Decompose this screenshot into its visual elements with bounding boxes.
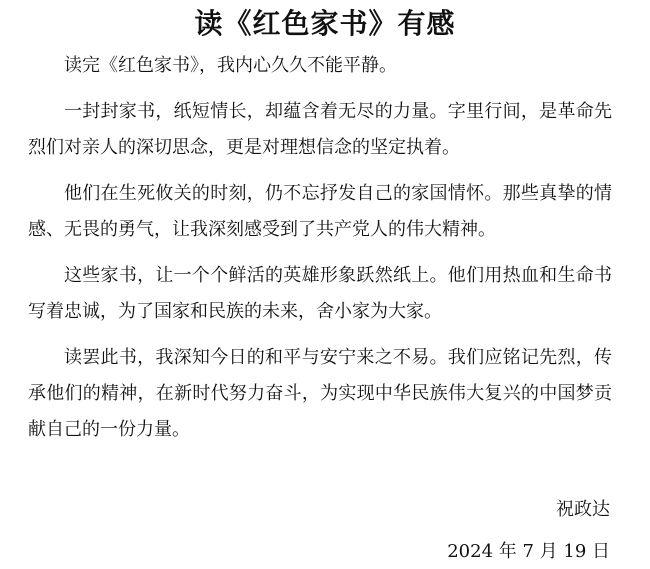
document-body <box>28 48 612 458</box>
paragraph-1: 读完《红色家书》，我内心久久不能平静。 <box>64 55 397 76</box>
paragraph-4: 这些家书，让一个个鲜活的英雄形象跃然纸上。他们用热血和生命书写着忠诚，为了国家和民族的未来，舍小家为大家。 <box>28 265 612 322</box>
paragraph-2: 一封封家书，纸短情长，却蕴含着无尽的力量。字里行间，是革命先烈们对亲人的深切思念，更是对理想信念的坚定执着。 <box>28 101 612 158</box>
document-title: 读《红色家书》有感 <box>194 7 456 40</box>
paragraph-5: 读罢此书，我深知今日的和平与安宁来之不易。我们应铭记先烈，传承他们的精神，在新时代努力奋斗，为实现中华民族伟大复兴的中国梦贡献自己的一份力量。 <box>28 347 612 440</box>
author-signature: 祝政达 <box>556 499 610 520</box>
document-date: 2024 年 7 月 19 日 <box>447 541 610 562</box>
paragraph-3: 他们在生死攸关的时刻，仍不忘抒发自己的家国情怀。那些真挚的情感、无畏的勇气，让我深刻感受到了共产党人的伟大精神。 <box>28 183 612 240</box>
